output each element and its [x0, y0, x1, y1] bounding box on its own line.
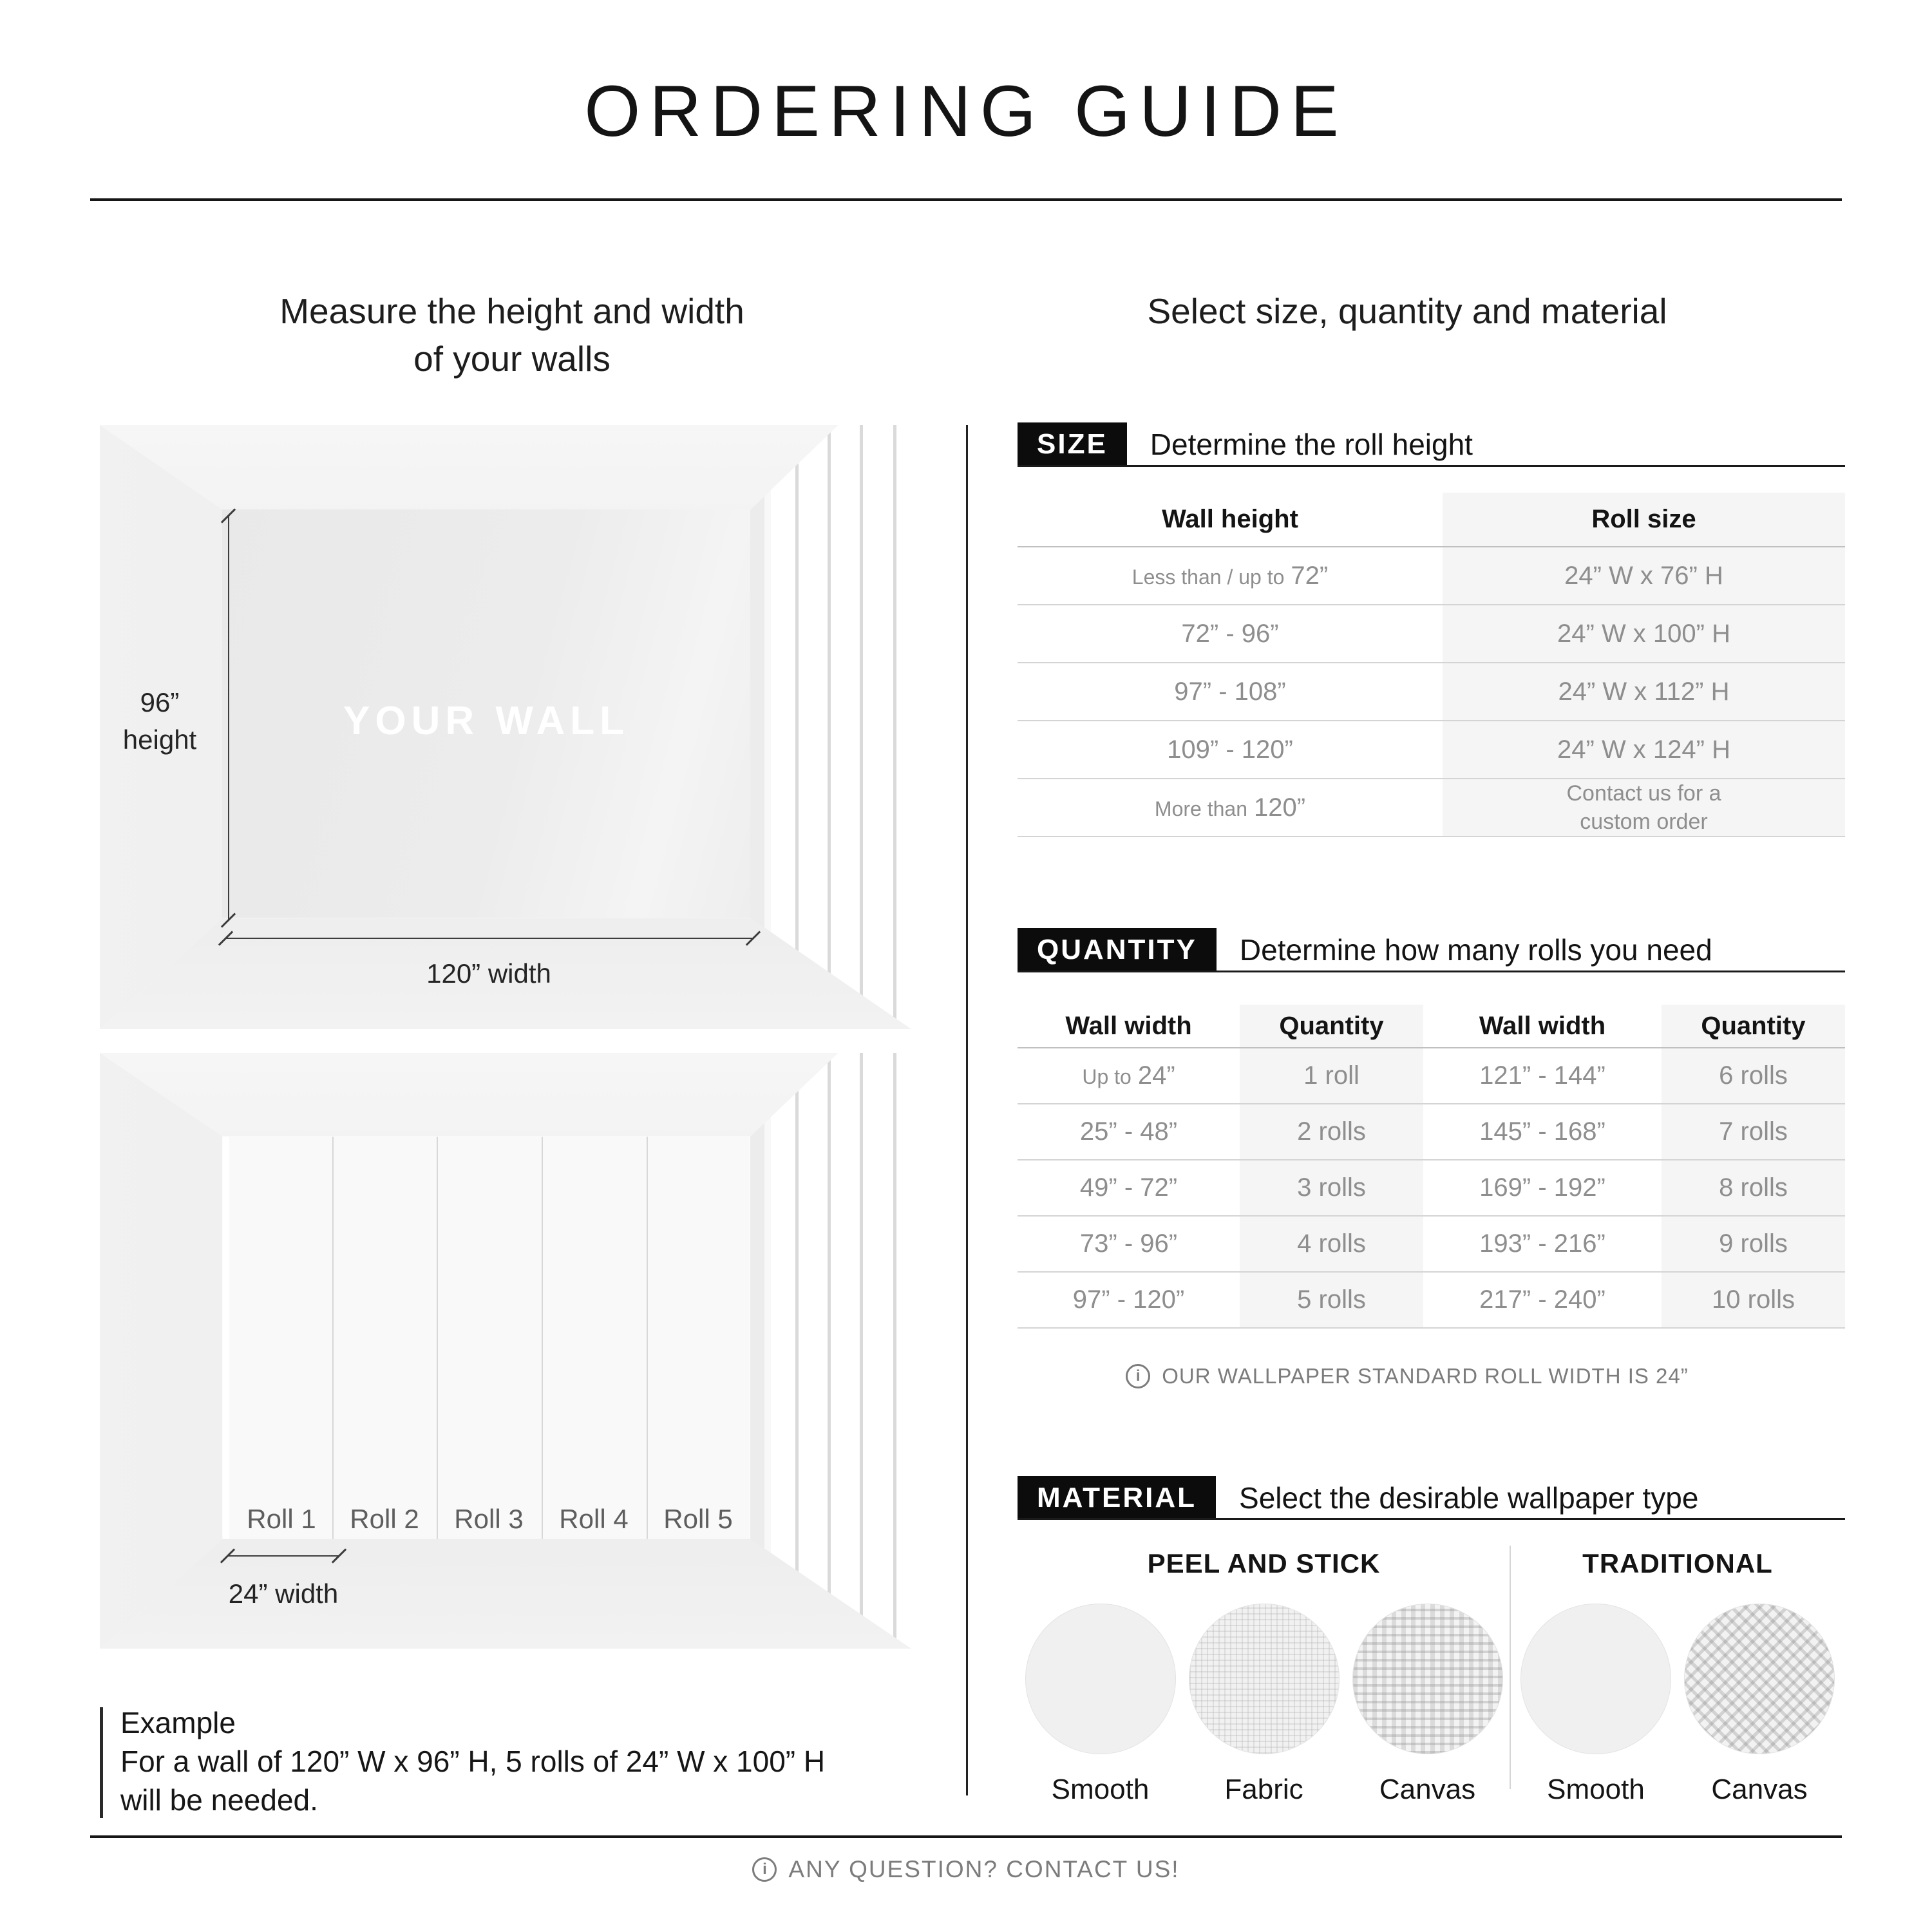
material-section-header	[1018, 1476, 1698, 1519]
rolls-wall-graphic	[229, 1137, 750, 1542]
size-table	[1018, 493, 1845, 837]
smooth-texture-circle	[1025, 1604, 1176, 1754]
roll-2-label: Roll 2	[350, 1504, 419, 1534]
quantity-badge: QUANTITY	[1018, 928, 1217, 971]
roll-panel-divider	[542, 1137, 543, 1542]
page-title: ORDERING GUIDE	[584, 71, 1348, 151]
traditional-label: TRADITIONAL	[1582, 1548, 1773, 1578]
fabric-texture-circle	[1189, 1604, 1340, 1754]
roll-width-label: 24” width	[228, 1578, 339, 1609]
info-icon: i	[1126, 1364, 1150, 1388]
footer	[0, 1856, 1932, 1883]
size-subtitle: Determine the roll height	[1150, 427, 1473, 461]
example-accent-bar	[100, 1707, 103, 1818]
quantity-table	[1018, 1005, 1845, 1329]
quantity-underline	[1018, 971, 1845, 972]
left-column-heading	[100, 287, 924, 383]
size-table-row: 97” - 108” 24” W x 112” H	[1018, 663, 1845, 721]
column-divider	[966, 425, 968, 1795]
quantity-table-row: 25” - 48” 2 rolls 145” - 168” 7 rolls	[1018, 1104, 1845, 1160]
roll-panel-divider	[332, 1137, 334, 1542]
quantity-table-row: 73” - 96” 4 rolls 193” - 216” 9 rolls	[1018, 1217, 1845, 1273]
swatch-fabric: Fabric	[1187, 1604, 1341, 1806]
canvas-texture-circle	[1352, 1604, 1503, 1754]
swatch-canvas: Canvas	[1682, 1604, 1837, 1806]
header-divider	[90, 198, 1842, 201]
peel-and-stick-label: PEEL AND STICK	[1147, 1548, 1381, 1578]
size-table-row: More than 120” Contact us for a custom order	[1018, 779, 1845, 837]
roll-3-label: Roll 3	[454, 1504, 524, 1534]
material-group-traditional	[1510, 1548, 1845, 1806]
quantity-table-row: 49” - 72” 3 rolls 169” - 192” 8 rolls	[1018, 1160, 1845, 1217]
roll-panel-divider	[647, 1137, 648, 1542]
info-icon: i	[752, 1857, 777, 1882]
swatch-smooth: Smooth	[1519, 1604, 1673, 1806]
left-heading-line2: of your walls	[413, 339, 611, 379]
col-wall-height: Wall height	[1162, 505, 1298, 533]
roll-panel-divider	[437, 1137, 438, 1542]
quantity-section-header	[1018, 928, 1712, 971]
room-illustration-measure	[100, 425, 911, 1029]
quantity-table-row: Up to 24” 1 roll 121” - 144” 6 rolls	[1018, 1048, 1845, 1104]
left-heading-line1: Measure the height and width	[279, 291, 744, 331]
roll-width-measure-line	[228, 1555, 339, 1557]
size-underline	[1018, 465, 1845, 467]
quantity-table-header-row: Wall width Quantity Wall width Quantity	[1018, 1005, 1845, 1048]
size-table-header-row	[1018, 493, 1845, 547]
roll-width-note: i OUR WALLPAPER STANDARD ROLL WIDTH IS 24”	[969, 1364, 1845, 1388]
room-illustration-rolls	[100, 1053, 911, 1649]
footer-text: ANY QUESTION? CONTACT US!	[788, 1856, 1180, 1882]
size-table-row: 109” - 120” 24” W x 124” H	[1018, 721, 1845, 779]
material-group-peel-and-stick	[1018, 1548, 1510, 1806]
material-underline	[1018, 1518, 1845, 1520]
roll-5-label: Roll 5	[663, 1504, 733, 1534]
size-section-header	[1018, 422, 1473, 466]
wall-width-label: 120” width	[426, 958, 551, 989]
swatch-canvas: Canvas	[1350, 1604, 1505, 1806]
size-badge: SIZE	[1018, 422, 1127, 466]
example-line2: will be needed.	[120, 1783, 318, 1817]
wall-height-label: 96” height	[122, 687, 197, 755]
smooth-texture-circle	[1520, 1604, 1671, 1754]
example-line1: For a wall of 120” W x 96” H, 5 rolls of 24” W x 100” H	[120, 1745, 826, 1778]
size-table-row: 72” - 96” 24” W x 100” H	[1018, 605, 1845, 663]
swatch-smooth: Smooth	[1023, 1604, 1178, 1806]
roll-4-label: Roll 4	[559, 1504, 629, 1534]
example-title: Example	[120, 1706, 236, 1739]
col-roll-size: Roll size	[1591, 505, 1696, 533]
example-block	[100, 1703, 943, 1819]
right-column-heading: Select size, quantity and material	[1147, 291, 1667, 331]
footer-divider	[90, 1835, 1842, 1838]
your-wall-label: YOUR WALL	[343, 699, 629, 743]
quantity-table-row: 97” - 120” 5 rolls 217” - 240” 10 rolls	[1018, 1273, 1845, 1329]
material-badge: MATERIAL	[1018, 1476, 1216, 1519]
quantity-subtitle: Determine how many rolls you need	[1239, 933, 1712, 967]
size-table-row: Less than / up to 72” 24” W x 76” H	[1018, 547, 1845, 605]
canvas-texture-circle	[1684, 1604, 1835, 1754]
roll-1-label: Roll 1	[247, 1504, 316, 1534]
width-measure-line	[226, 938, 753, 939]
material-subtitle: Select the desirable wallpaper type	[1239, 1481, 1699, 1515]
